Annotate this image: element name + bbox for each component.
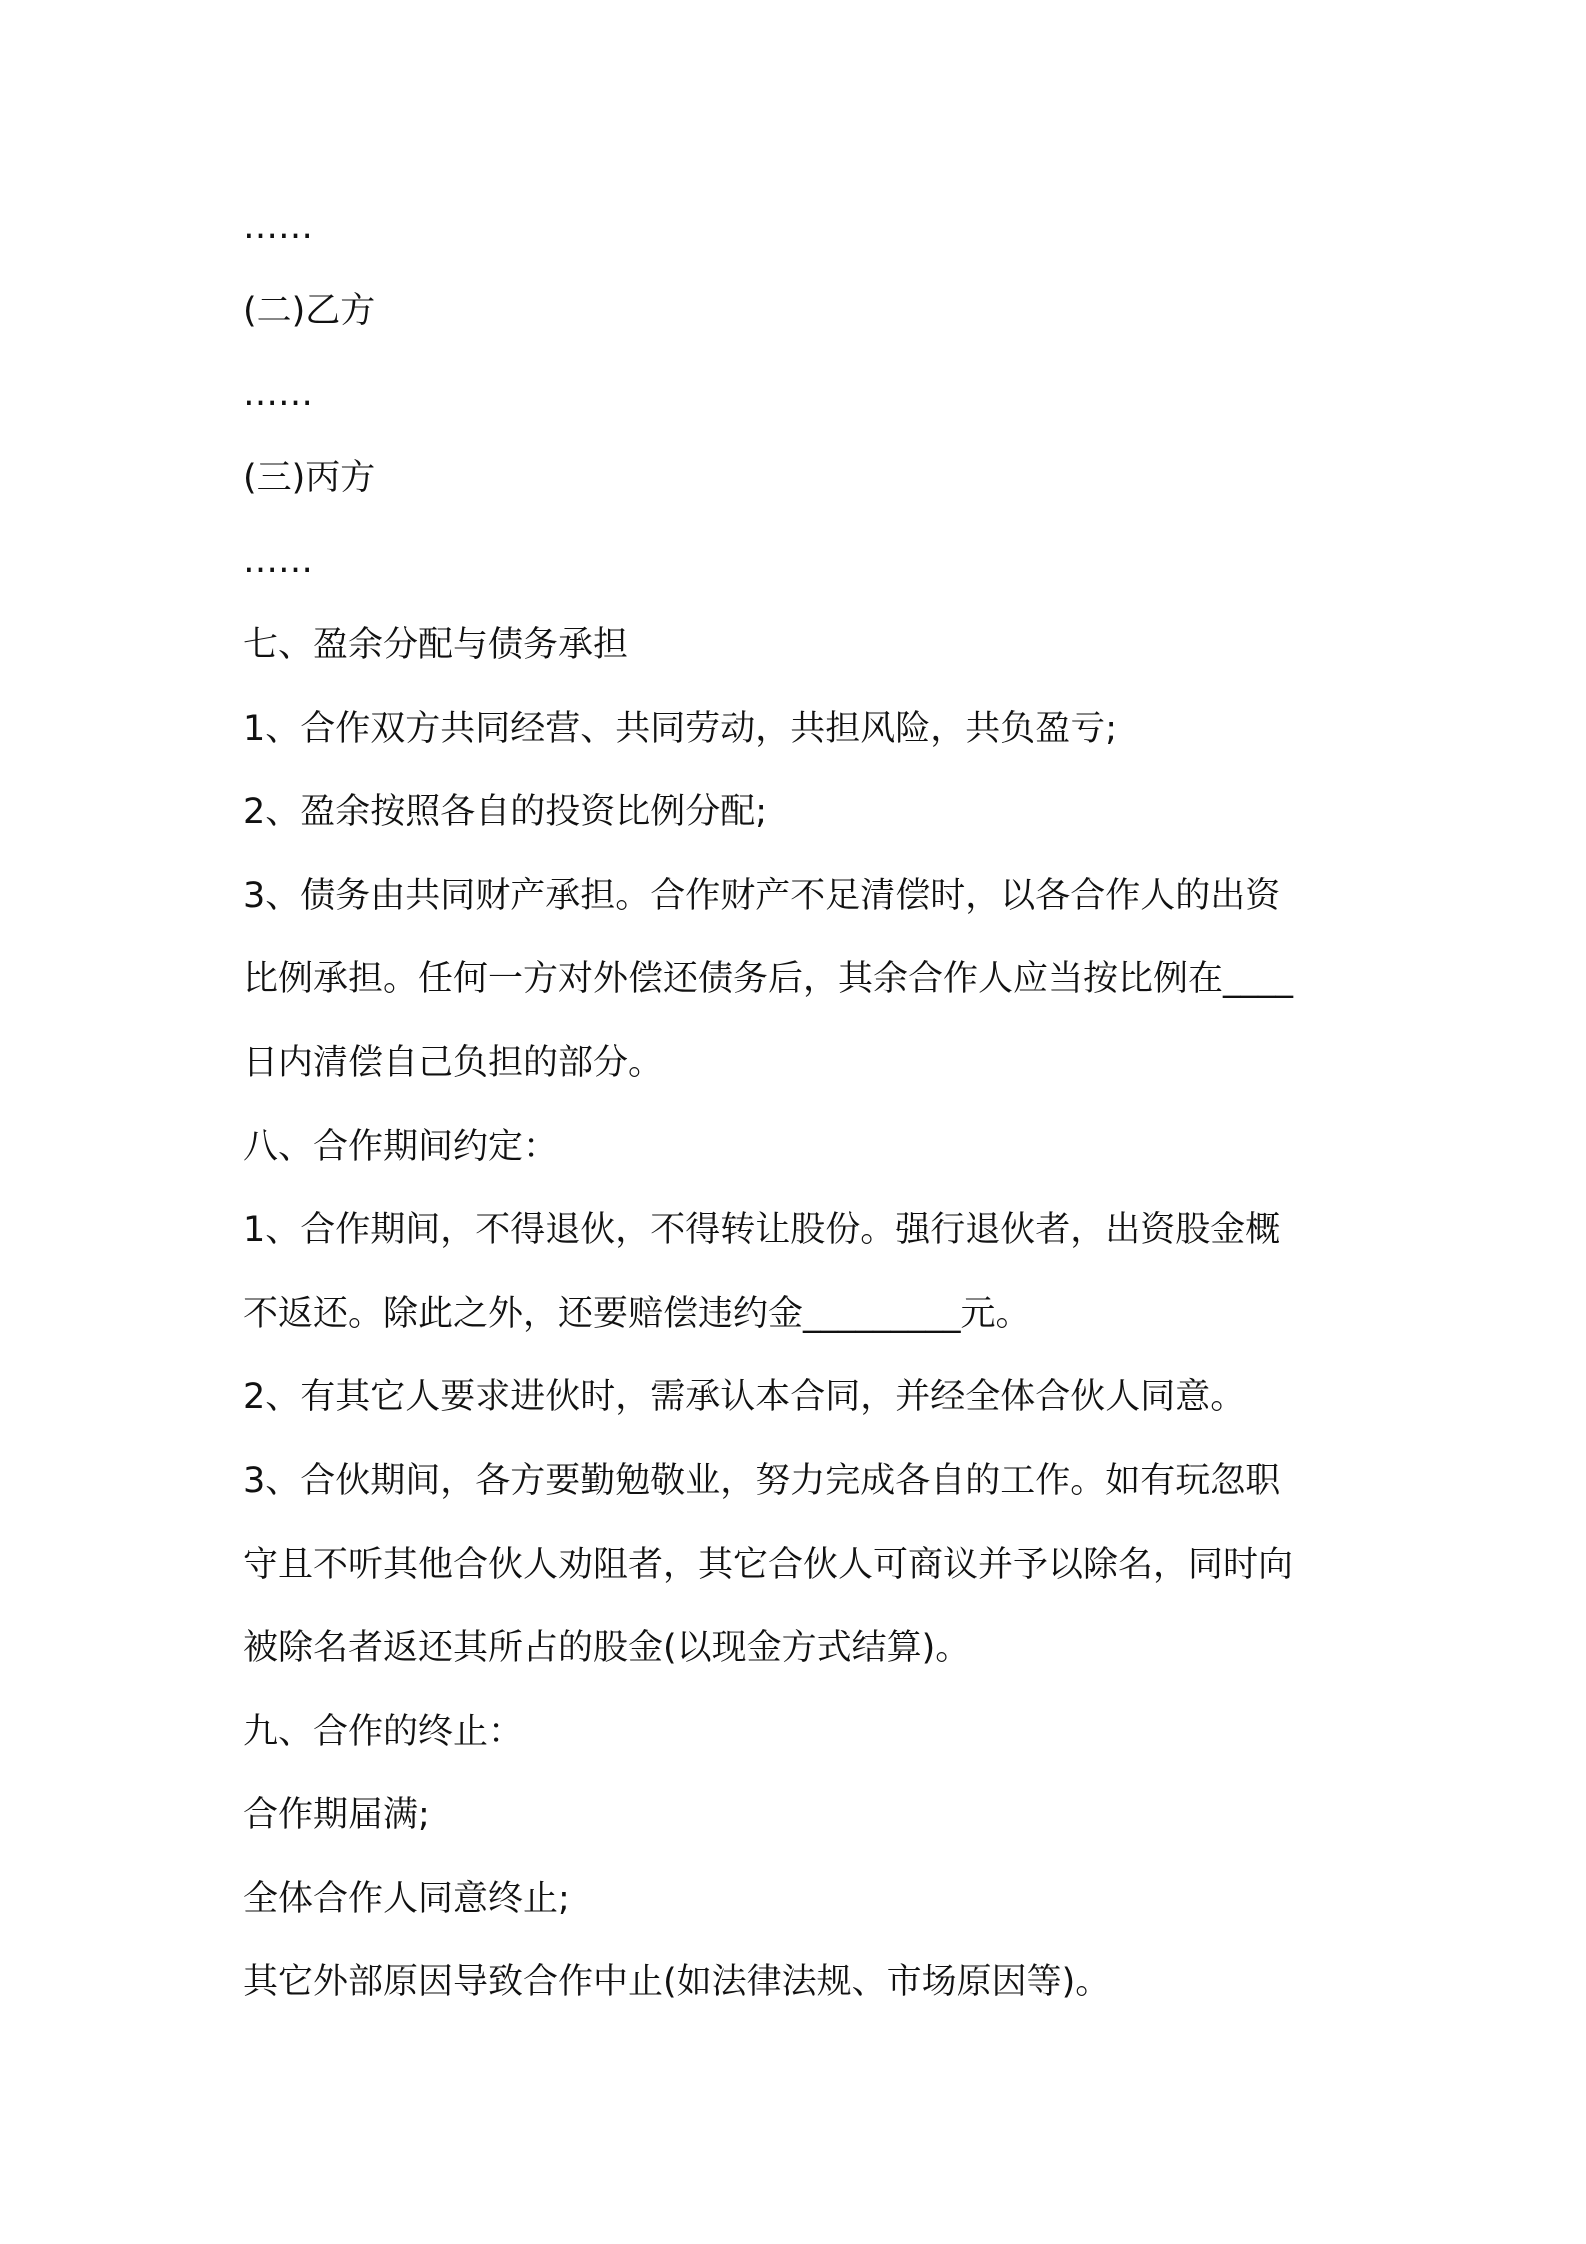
section-seven-item-3-cont: 比例承担。任何一方对外偿还债务后，其余合作人应当按比例在____ xyxy=(243,959,1294,1000)
section-seven-item-2: 2、盈余按照各自的投资比例分配; xyxy=(243,792,768,833)
party-c-heading: (三)丙方 xyxy=(243,457,376,498)
document-body xyxy=(243,186,1353,2025)
section-seven-item-1: 1、合作双方共同经营、共同劳动，共担风险，共负盈亏; xyxy=(243,708,1118,749)
section-seven-item-3-cont: 日内清偿自己负担的部分。 xyxy=(243,1042,664,1083)
section-eight-item-1-cont: 不返还。除此之外，还要赔偿违约金_________元。 xyxy=(243,1293,1031,1334)
section-nine-item: 合作期届满; xyxy=(243,1795,430,1836)
section-seven-item-3: 3、债务由共同财产承担。合作财产不足清偿时，以各合作人的出资 xyxy=(243,875,1281,916)
section-eight-heading: 八、合作期间约定： xyxy=(243,1126,559,1167)
section-eight-item-3-cont: 守且不听其他合伙人劝阻者，其它合伙人可商议并予以除名，同时向 xyxy=(243,1544,1294,1585)
ellipsis-line: …… xyxy=(243,541,313,582)
ellipsis-line: …… xyxy=(243,207,313,247)
section-eight-item-1: 1、合作期间，不得退伙，不得转让股份。强行退伙者，出资股金概 xyxy=(243,1210,1281,1251)
section-seven-heading: 七、盈余分配与债务承担 xyxy=(243,624,629,665)
section-eight-item-2: 2、有其它人要求进伙时，需承认本合同，并经全体合伙人同意。 xyxy=(243,1377,1246,1418)
party-b-heading: (二)乙方 xyxy=(243,290,376,331)
ellipsis-line: …… xyxy=(243,374,313,415)
section-nine-item: 全体合作人同意终止; xyxy=(243,1878,570,1919)
section-eight-item-3-cont: 被除名者返还其所占的股金(以现金方式结算)。 xyxy=(243,1628,971,1669)
section-eight-item-3: 3、合伙期间，各方要勤勉敬业，努力完成各自的工作。如有玩忽职 xyxy=(243,1460,1281,1501)
section-nine-heading: 九、合作的终止： xyxy=(243,1711,524,1752)
section-nine-item: 其它外部原因导致合作中止(如法律法规、市场原因等)。 xyxy=(243,1962,1111,2003)
